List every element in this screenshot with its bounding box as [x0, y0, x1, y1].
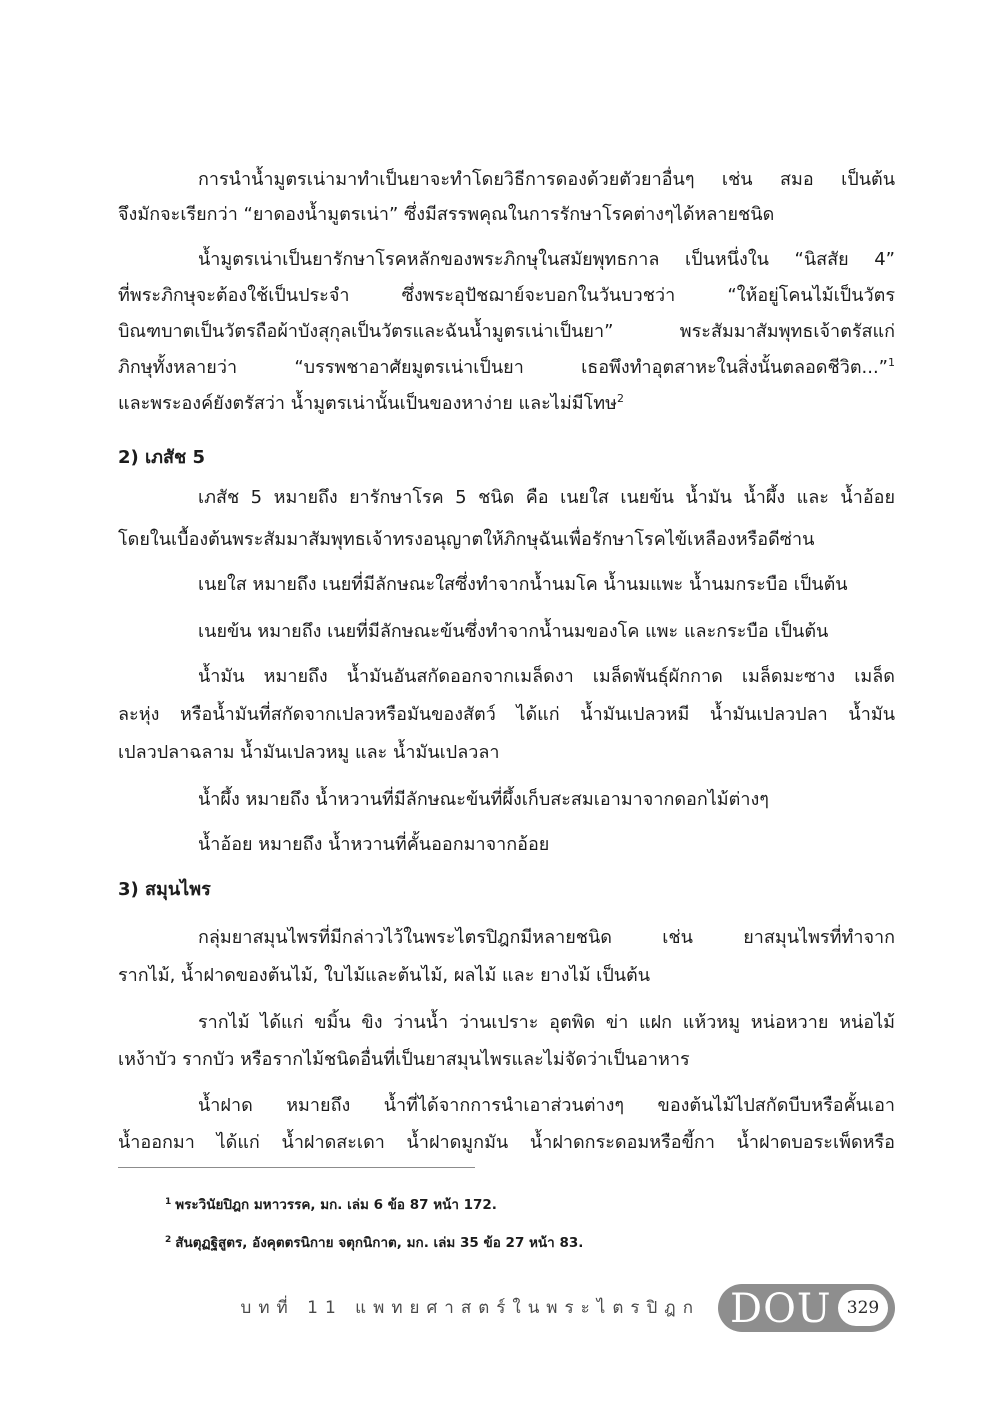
text-line: น้ำออกมา ได้แก่ น้ำฝาดสะเดา น้ำฝาดมูกมัน น้ำฝาดกระดอมหรือขี้กา น้ำฝาดบอระเพ็ดหรือ	[118, 1132, 895, 1153]
section-heading-bhesaj: 2) เภสัช 5	[118, 447, 206, 468]
text-line	[118, 386, 895, 422]
paragraph-honey	[118, 782, 895, 818]
footnote-2	[165, 1231, 865, 1255]
dou-logo-text: DOU	[730, 1286, 832, 1332]
text-line: เปลวปลาฉลาม น้ำมันเปลวหมู และ น้ำมันเปลวลา	[118, 742, 500, 763]
running-footer-chapter-title: บทที่ 11 แพทยศาสตร์ในพระไตรปิฎก	[240, 1298, 700, 1318]
text-line: บิณฑบาตเป็นวัตรถือผ้าบังสุกุลเป็นวัตรและฉันน้ำมูตรเน่าเป็นยา” พระสัมมาสัมพุทธเจ้าตรัสแก่	[118, 321, 895, 342]
text-line: จึงมักจะเรียกว่า “ยาดองน้ำมูตรเน่า” ซึ่งมีสรรพคุณในการรักษาโรคต่างๆได้หลายชนิด	[118, 204, 775, 225]
text-line	[118, 350, 895, 386]
paragraph-astringent-decoctions	[118, 1087, 895, 1161]
footnote-number: 2	[165, 1234, 172, 1245]
footnote-divider	[118, 1167, 475, 1168]
text-line: การนำน้ำมูตรเน่ามาทำเป็นยาจะทำโดยวิธีการดองด้วยตัวยาอื่นๆ เช่น สมอ เป็นต้น	[198, 169, 895, 190]
paragraph-roots	[118, 1004, 895, 1078]
text-line: โดยในเบื้องต้นพระสัมมาสัมพุทธเจ้าทรงอนุญาตให้ภิกษุฉันเพื่อรักษาโรคไข้เหลืองหรือดีซ่าน	[118, 529, 815, 550]
text-segment: และพระองค์ยังตรัสว่า น้ำมูตรเน่านั้นเป็นของหาง่าย และไม่มีโทษ	[118, 393, 617, 414]
footnote-mark-2[interactable]: 2	[616, 392, 624, 405]
paragraph-oil	[118, 658, 895, 772]
text-line: น้ำผึ้ง หมายถึง น้ำหวานที่มีลักษณะข้นที่ผึ้งเก็บสะสมเอามาจากดอกไม้ต่างๆ	[198, 789, 769, 810]
text-line: น้ำอ้อย หมายถึง น้ำหวานที่คั้นออกมาจากอ้อย	[198, 834, 550, 855]
footnote-text: พระวินัยปิฎก มหาวรรค, มก. เล่ม 6 ข้อ 87 หน้า 172.	[175, 1197, 497, 1213]
text-line: รากไม้, น้ำฝาดของต้นไม้, ใบไม้และต้นไม้, ผลไม้ และ ยางไม้ เป็นต้น	[118, 965, 651, 986]
text-line: เภสัช 5 หมายถึง ยารักษาโรค 5 ชนิด คือ เนยใส เนยข้น น้ำมัน น้ำผึ้ง และ น้ำอ้อย	[198, 487, 895, 508]
paragraph-urine-medicine-nissaya	[118, 242, 895, 422]
text-line: เหง้าบัว รากบัว หรือรากไม้ชนิดอื่นที่เป็นยาสมุนไพรและไม่จัดว่าเป็นอาหาร	[118, 1049, 690, 1070]
footnote-number: 1	[165, 1196, 172, 1207]
dou-logo-badge	[718, 1284, 895, 1332]
footnote-mark-1[interactable]: 1	[888, 356, 895, 369]
paragraph-bhesaj-definition	[118, 479, 895, 563]
paragraph-sugarcane	[118, 827, 895, 863]
footnote-text: สันตุฏฐิสูตร, อังคุตตรนิกาย จตุกนิกาต, มก. เล่ม 35 ข้อ 27 หน้า 83.	[175, 1235, 584, 1251]
paragraph-urine-medicine-preparation	[118, 162, 895, 232]
text-line: กลุ่มยาสมุนไพรที่มีกล่าวไว้ในพระไตรปิฎกมีหลายชนิด เช่น ยาสมุนไพรที่ทำจาก	[198, 927, 895, 948]
text-line: น้ำมูตรเน่าเป็นยารักษาโรคหลักของพระภิกษุในสมัยพุทธกาล เป็นหนึ่งใน “นิสสัย 4”	[198, 249, 895, 270]
text-line: น้ำมัน หมายถึง น้ำมันอันสกัดออกจากเมล็ดงา เมล็ดพันธุ์ผักกาด เมล็ดมะซาง เมล็ด	[198, 666, 895, 687]
text-line: ละหุ่ง หรือน้ำมันที่สกัดจากเปลวหรือมันของสัตว์ ได้แก่ น้ำมันเปลวหมี น้ำมันเปลวปลา น้ำมัน	[118, 704, 895, 725]
text-line: เนยใส หมายถึง เนยที่มีลักษณะใสซึ่งทำจากน้ำนมโค น้ำนมแพะ น้ำนมกระบือ เป็นต้น	[198, 574, 848, 595]
text-line: รากไม้ ได้แก่ ขมิ้น ขิง ว่านน้ำ ว่านเปราะ อุตพิด ข่า แฝก แห้วหมู หน่อหวาย หน่อไม้	[198, 1012, 895, 1033]
footnote-1	[165, 1193, 865, 1217]
page-number: 329	[838, 1290, 888, 1326]
paragraph-herb-groups	[118, 919, 895, 995]
paragraph-butter	[118, 614, 895, 650]
text-line: ที่พระภิกษุจะต้องใช้เป็นประจำ ซึ่งพระอุปัชฌาย์จะบอกในวันบวชว่า “ให้อยู่โคนไม้เป็นวัตร	[118, 285, 895, 306]
section-heading-herbs: 3) สมุนไพร	[118, 879, 211, 900]
text-segment: ภิกษุทั้งหลายว่า “บรรพชาอาศัยมูตรเน่าเป็นยา เธอพึงทำอุตสาหะในสิ่งนั้นตลอดชีวิต...”	[118, 357, 888, 378]
text-line: น้ำฝาด หมายถึง น้ำที่ได้จากการนำเอาส่วนต่างๆ ของต้นไม้ไปสกัดบีบหรือคั้นเอา	[198, 1095, 895, 1116]
paragraph-ghee	[118, 567, 895, 603]
text-line: เนยข้น หมายถึง เนยที่มีลักษณะข้นซึ่งทำจากน้ำนมของโค แพะ และกระบือ เป็นต้น	[198, 621, 829, 642]
